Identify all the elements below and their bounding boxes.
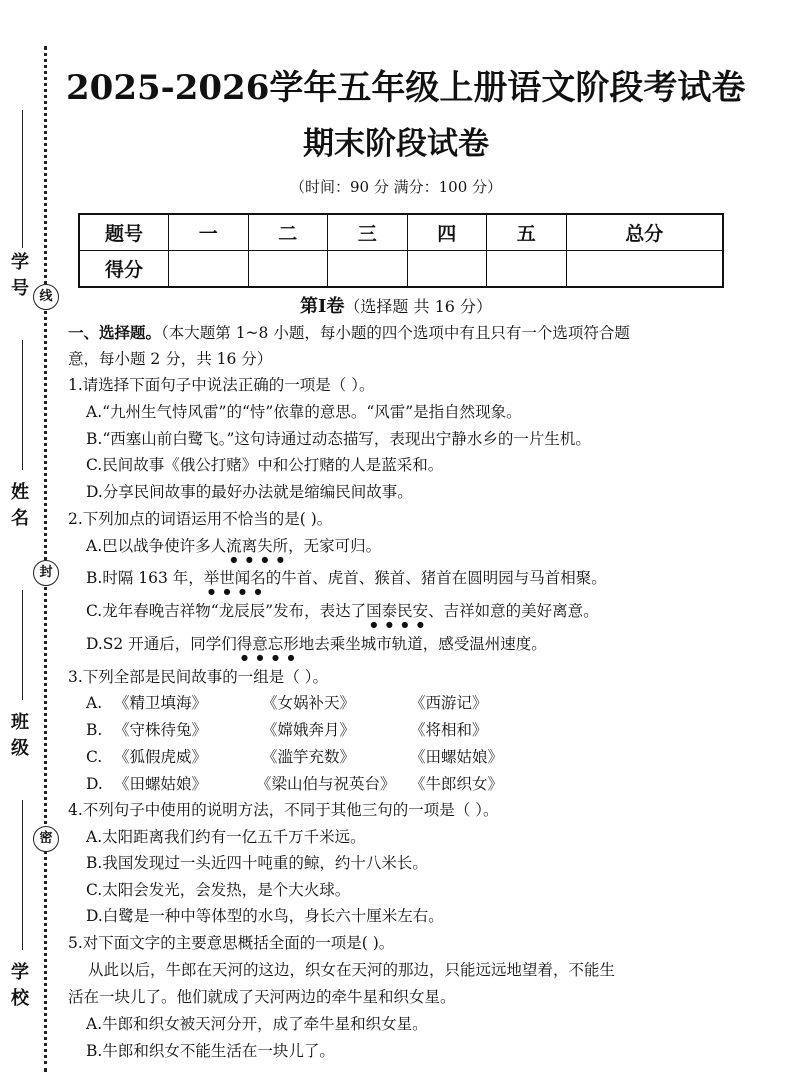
question-2-option-a	[86, 535, 381, 564]
question-3-option-c	[86, 746, 503, 768]
score-row-label: 得分	[79, 251, 169, 288]
option-letter: B.	[86, 721, 103, 739]
question-5-passage-line-2: 活在一块儿了。他们就成了天河两边的牵牛星和织女星。	[68, 988, 456, 1006]
option-item: 《精卫填海》	[114, 694, 208, 712]
question-1-stem: 1.请选择下面句子中说法正确的一项是（ ）。	[68, 376, 375, 394]
option-text: 、吉祥如意的美好离意。	[428, 602, 599, 620]
question-4-option-c: C.太阳会发光，会发热，是个大火球。	[86, 881, 351, 899]
option-item: 《田螺姑娘》	[410, 748, 504, 766]
question-3-option-d	[86, 773, 503, 795]
question-4-stem: 4.不列句子中使用的说明方法，不同于其他三句的一项是（ ）。	[68, 801, 499, 819]
score-cell[interactable]	[407, 251, 487, 288]
option-item: 《狐假虎威》	[114, 748, 208, 766]
score-cell[interactable]	[248, 251, 328, 288]
score-header-cell: 二	[248, 214, 328, 251]
seal-seal-mark: 封	[33, 560, 59, 586]
question-1-option-d: D.分享民间故事的最好办法就是缩编民间故事。	[86, 483, 413, 501]
name-line	[22, 340, 23, 470]
option-letter: C.	[86, 748, 103, 766]
score-cell[interactable]	[169, 251, 249, 288]
option-text: A.巴以战争使许多人	[86, 537, 227, 555]
option-text: C.龙年春晚吉祥物“龙辰辰”发布，表达了	[86, 602, 367, 620]
school-line	[22, 800, 23, 950]
dotted-word: 举世闻名	[203, 569, 266, 587]
dotted-word: 流离失所	[226, 537, 289, 555]
score-header-cell: 题号	[79, 214, 169, 251]
option-letter: D.	[86, 775, 103, 793]
section-label: 第Ⅰ卷	[299, 296, 345, 317]
question-5-passage-line-1: 从此以后，牛郎在天河的这边，织女在天河的那边，只能远远地望着，不能生	[88, 961, 616, 979]
seal-dense-mark: 密	[33, 826, 59, 852]
option-item: 《田螺姑娘》	[114, 775, 208, 793]
option-text: 地去乘坐城市轨道，感受温州速度。	[298, 635, 547, 653]
score-header-cell: 总分	[566, 214, 723, 251]
option-item: 《西游记》	[410, 694, 488, 712]
option-item: 《滥竽充数》	[262, 748, 356, 766]
question-3-option-b	[86, 719, 488, 741]
option-item: 《将相和》	[410, 721, 488, 739]
student-id-line	[22, 110, 23, 248]
score-cell[interactable]	[487, 251, 567, 288]
dotted-word: 得意忘形	[236, 635, 299, 653]
time-and-score-info: （时间：90 分 满分：100 分）	[289, 178, 503, 196]
question-1-option-b: B.“西塞山前白鹭飞。”这句诗通过动态描写，表现出宁静水乡的一片生机。	[86, 430, 591, 448]
option-text: 的牛首、虎首、猴首、猪首在圆明园与马首相聚。	[265, 569, 607, 587]
question-2-option-c	[86, 600, 599, 629]
option-letter: A.	[86, 694, 103, 712]
score-cell[interactable]	[328, 251, 408, 288]
part1-instr-b: 意，每小题 2 分，共 16 分）	[68, 350, 273, 368]
question-5-option-b: B.牛郎和织女不能生活在一块儿了。	[86, 1042, 335, 1060]
option-text: D.S2 开通后，同学们	[86, 635, 237, 653]
option-text: B.时隔 163 年，	[86, 569, 204, 587]
dotted-word: 国泰民安	[366, 602, 429, 620]
option-item: 《梁山伯与祝英台》	[256, 775, 396, 793]
exam-subtitle: 期末阶段试卷	[303, 126, 489, 162]
score-table-score-row	[79, 251, 723, 288]
option-item: 《女娲补天》	[262, 694, 356, 712]
question-1-option-a: A.“九州生气恃风雷”的“恃”依靠的意思。“风雷”是指自然现象。	[86, 403, 522, 421]
section-note: （选择题 共 16 分）	[344, 297, 493, 316]
seal-line-mark: 线	[33, 284, 59, 310]
score-header-cell: 五	[487, 214, 567, 251]
score-header-cell: 四	[407, 214, 487, 251]
question-5-stem: 5.对下面文字的主要意思概括全面的一项是( )。	[68, 934, 395, 952]
question-1-option-c: C.民间故事《俄公打赌》中和公打赌的人是蓝采和。	[86, 456, 444, 474]
part1-instructions	[68, 322, 630, 344]
question-2-stem: 2.下列加点的词语运用不恰当的是( )。	[68, 510, 333, 528]
part1-heading: 一、选择题。	[68, 323, 162, 342]
part1-instr-a: （本大题第 1~8 小题，每小题的四个选项中有且只有一个选项符合题	[161, 324, 630, 342]
exam-title: 2025-2026学年五年级上册语文阶段考试卷	[66, 68, 746, 108]
option-item: 《牛郎织女》	[410, 775, 504, 793]
student-id-label: 学 号	[11, 252, 29, 299]
option-text: ，无家可归。	[288, 537, 382, 555]
section-heading	[66, 292, 726, 318]
score-header-cell: 三	[328, 214, 408, 251]
option-item: 《守株待兔》	[114, 721, 208, 739]
school-label: 学 校	[11, 962, 29, 1009]
question-2-option-b	[86, 567, 607, 596]
option-item: 《嫦娥奔月》	[262, 721, 356, 739]
score-table-header-row	[79, 214, 723, 251]
score-table	[78, 213, 724, 288]
score-header-cell: 一	[169, 214, 249, 251]
class-label: 班 级	[11, 712, 29, 759]
name-label: 姓 名	[11, 482, 29, 529]
binding-margin	[0, 0, 70, 1072]
cut-dotted-line	[44, 46, 47, 1072]
question-4-option-d: D.白鹭是一种中等体型的水鸟，身长六十厘米左右。	[86, 907, 444, 925]
question-4-option-a: A.太阳距离我们约有一亿五千万千米远。	[86, 828, 366, 846]
score-cell[interactable]	[566, 251, 723, 288]
question-3-option-a	[86, 692, 488, 714]
question-2-option-d	[86, 633, 547, 662]
class-line	[22, 590, 23, 700]
question-3-stem: 3.下列全部是民间故事的一组是（ ）。	[68, 668, 328, 686]
question-4-option-b: B.我国发现过一头近四十吨重的鲸，约十八米长。	[86, 854, 428, 872]
question-5-option-a: A.牛郎和织女被天河分开，成了牵牛星和织女星。	[86, 1015, 428, 1033]
